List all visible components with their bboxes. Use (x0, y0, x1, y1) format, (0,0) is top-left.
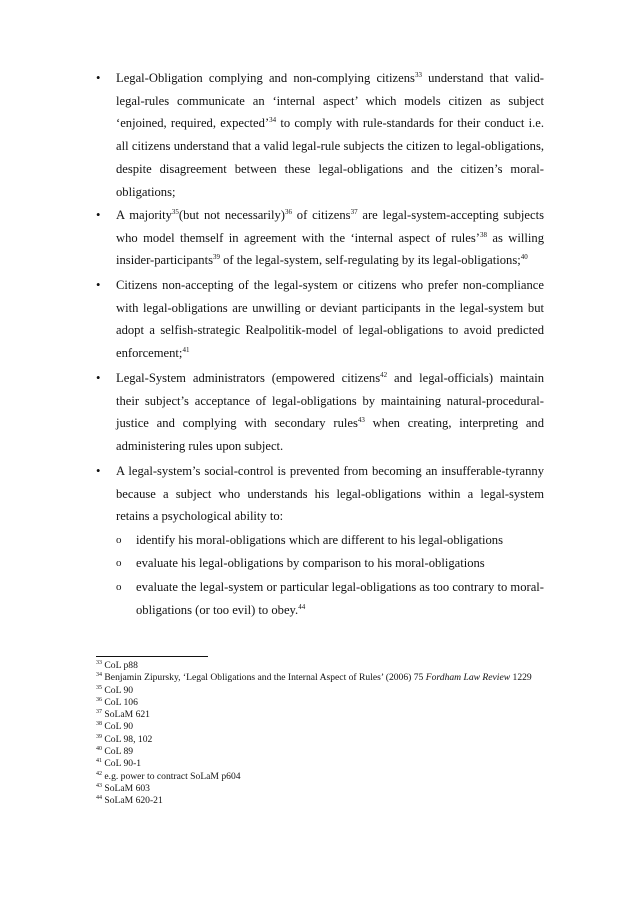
circle-bullet-icon: o (116, 557, 122, 569)
footnote-ref: 42 (380, 371, 388, 379)
bullet-text: understand that valid-legal-rules communicate an ‘internal aspect’ which models citizen as subject ‘enjoined, required, expected’ (116, 71, 545, 131)
footnote-text: 1229 (510, 672, 532, 684)
footnote-text: CoL 89 (104, 746, 134, 758)
bullet-item-2 (96, 204, 544, 272)
footnote-text: e.g. power to contract SoLaM p604 (104, 770, 241, 782)
footnote-text: CoL p88 (104, 660, 138, 671)
footnote-text: CoL 90 (104, 684, 134, 696)
footnote (96, 758, 546, 770)
bullet-icon: • (96, 71, 101, 85)
footnote-ref: 37 (350, 208, 358, 216)
footnote-number: 36 (96, 696, 102, 703)
footnote (96, 685, 546, 697)
footnote-ref: 34 (269, 116, 277, 125)
footnote-ref: 35 (171, 208, 179, 216)
circle-bullet-icon: o (116, 581, 122, 593)
sub-item-2 (116, 552, 544, 575)
footnote-number: 38 (96, 721, 102, 728)
bullet-icon: • (96, 208, 101, 222)
footnote-text: CoL 90-1 (104, 758, 142, 770)
bullet-text: to comply with rule-standards for their conduct i.e. all citizens understand that a valid legal-rule subjects the citizen to legal-obligations, despite disagreement between these legal-obligations and the citizen’s moral-obligations; (116, 116, 544, 199)
bullet-icon: • (96, 278, 101, 292)
sub-item-3 (116, 576, 544, 621)
bullet-item-1 (96, 67, 544, 203)
footnote-number: 42 (96, 770, 102, 777)
footnote-text: SoLaM 621 (104, 709, 150, 721)
footnote (96, 783, 546, 795)
bullet-text: A majority (116, 208, 172, 222)
footnote (96, 672, 546, 684)
bullet-text: (but not necessarily) (178, 208, 285, 222)
bullet-text: Legal-System administrators (empowered citizens (116, 371, 381, 385)
bullet-item-4 (96, 367, 544, 458)
footnote-number: 33 (96, 660, 102, 666)
bullet-text: are legal-system-accepting subjects who model themself in agreement with the ‘internal aspect of rules’ (116, 208, 544, 245)
footnote-text: SoLaM 603 (104, 782, 150, 794)
bullet-icon: • (96, 464, 101, 478)
footnote-ref: 40 (520, 253, 528, 262)
footnote-number: 37 (96, 709, 102, 716)
footnote-text: CoL 106 (104, 696, 138, 708)
bullet-icon: • (96, 371, 101, 385)
bullet-item-3 (96, 274, 544, 365)
footnote-number: 43 (96, 782, 102, 789)
footnote (96, 795, 546, 807)
footnote (96, 709, 546, 721)
footnote (96, 746, 546, 758)
bullet-item-5 (96, 460, 544, 528)
footnote-ref: 39 (212, 253, 220, 262)
bullet-text: A legal-system’s social-control is prevented from becoming an insufferable-tyranny because a subject who understands his legal-obligations within a legal-system retains a psychological ability to: (116, 464, 544, 524)
bullet-text: when creating, interpreting and administering rules upon subject. (116, 416, 545, 454)
footnote-ref: 43 (357, 416, 365, 425)
footnote-text: Benjamin Zipursky, ‘Legal Obligations and the Internal Aspect of Rules’ (2006) 75 (104, 672, 426, 684)
bullet-text: and legal-officials) maintain their subject’s acceptance of legal-obligations by maintaining natural-procedural-justice and complying with secondary rules (116, 371, 544, 431)
bullet-text: Citizens non-accepting of the legal-system or citizens who prefer non-compliance with legal-obligations are unwilling or deviant participants in the legal-system but adopt a selfish-strategic Realpolitik-model of legal-obligations to avoid predicted enforcement; (116, 278, 544, 361)
sub-item-1 (116, 529, 544, 552)
footnote-ref: 41 (182, 346, 190, 355)
footnotes (96, 660, 546, 808)
bullet-text: of citizens (292, 208, 351, 222)
sub-item-text: identify his moral-obligations which are different to his legal-obligations (136, 533, 504, 547)
footnote-text: SoLaM 620-21 (104, 795, 163, 807)
footnote-text: CoL 98, 102 (104, 733, 153, 745)
footnote-number: 41 (96, 758, 102, 765)
footnote-number: 39 (96, 733, 102, 740)
footnote-ref: 36 (285, 208, 292, 216)
footnote-ref: 38 (479, 230, 487, 239)
footnote-separator (96, 656, 208, 657)
footnote (96, 697, 546, 709)
footnote-number: 35 (96, 684, 102, 691)
footnote-number: 40 (96, 746, 102, 753)
footnote-text: CoL 90 (104, 721, 134, 733)
circle-bullet-icon: o (116, 534, 122, 546)
footnote (96, 721, 546, 733)
sub-item-text: evaluate his legal-obligations by comparison to his moral-obligations (136, 556, 485, 570)
bullet-text: as willing insider-participants (116, 230, 544, 268)
footnote (96, 660, 546, 672)
footnote-journal: Fordham Law Review (425, 672, 511, 684)
footnote (96, 771, 546, 783)
footnote-ref: 33 (414, 71, 422, 79)
footnote-ref: 44 (298, 602, 306, 611)
bullet-text: Legal-Obligation complying and non-complying citizens (116, 71, 415, 85)
sub-item-text: evaluate the legal-system or particular legal-obligations as too contrary to moral-obligations (or too evil) to obey. (136, 580, 544, 617)
footnote-number: 34 (96, 672, 102, 679)
footnote (96, 734, 546, 746)
footnote-number: 44 (96, 795, 102, 802)
bullet-text: of the legal-system, self-regulating by its legal-obligations; (219, 253, 521, 268)
